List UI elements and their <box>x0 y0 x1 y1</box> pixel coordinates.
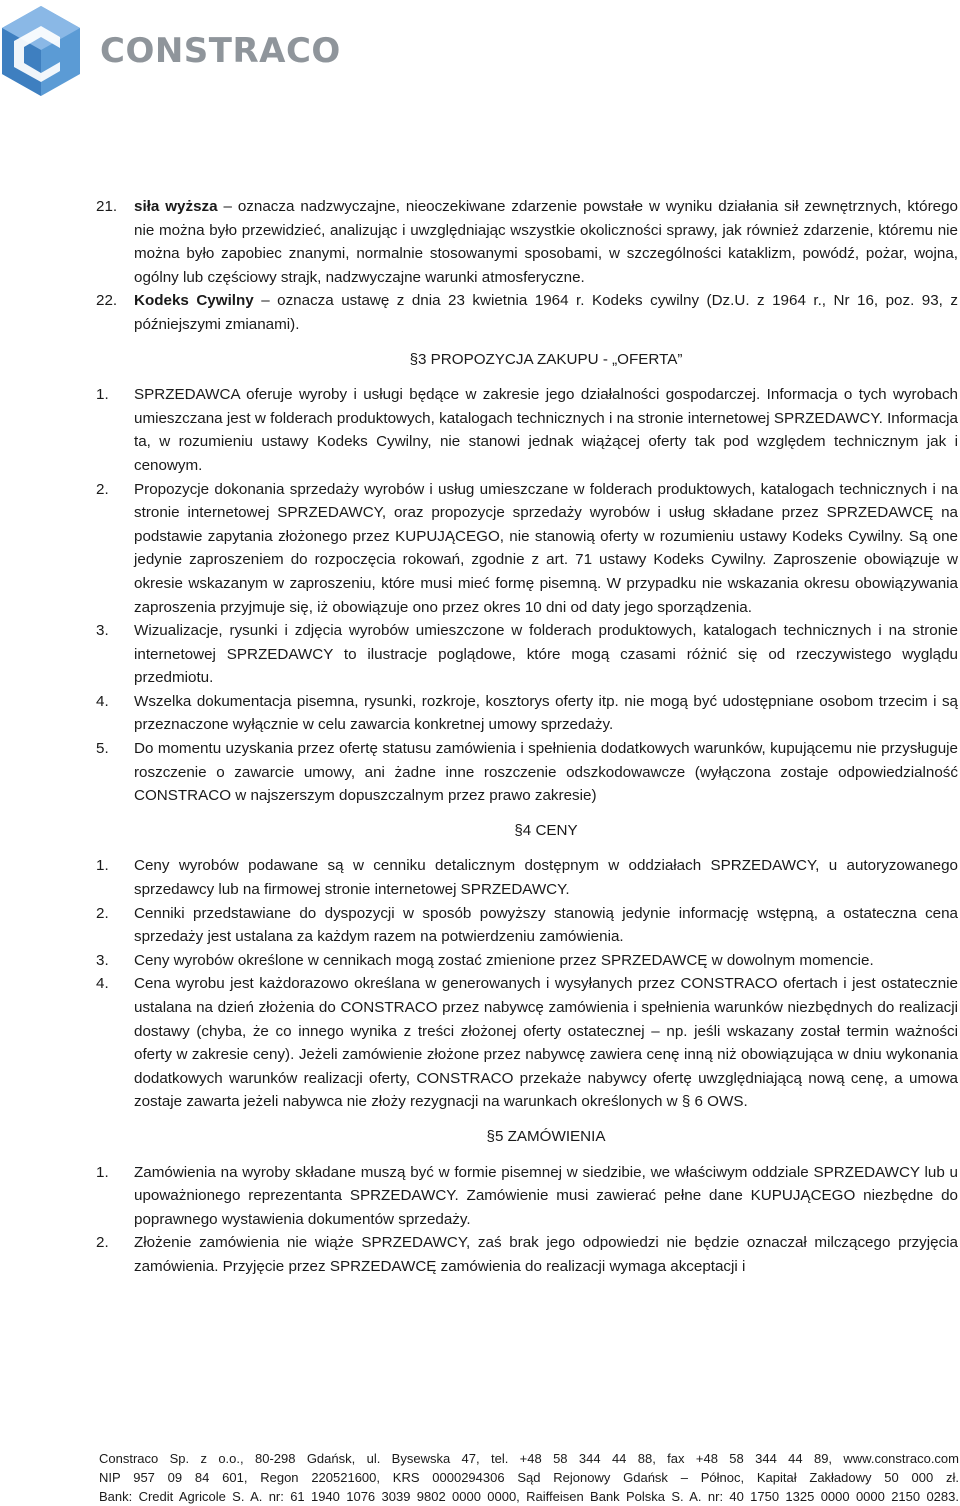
list-item <box>96 478 958 620</box>
definition-22 <box>96 289 958 336</box>
item-text: Ceny wyrobów podawane są w cenniku detalicznym dostępnym w oddziałach SPRZEDAWCY, u autoryzowanego sprzedawcy lub na firmowej stronie internetowej SPRZEDAWCY. <box>134 857 958 899</box>
item-number: 1. <box>96 1163 109 1181</box>
item-number: 2. <box>96 480 109 498</box>
item-text: Do momentu uzyskania przez ofertę statusu zamówienia i spełnienia dodatkowych warunków, kupującemu nie przysługuje roszczenie o zawarcie umowy, ani żadne inne roszczenie odszkodowawcze (wyłączona zostaje odpowiedzialność CONSTRACO w najszerszym dopuszczalnym przez prawo zakresie) <box>134 740 958 805</box>
list-item <box>96 972 958 1114</box>
section-heading-4: §4 CENY <box>514 821 578 839</box>
list-item <box>96 854 958 901</box>
definition-term: siła wyższa <box>134 198 218 215</box>
item-text: Propozycje dokonania sprzedaży wyrobów i usług umieszczane w folderach produktowych, katalogach technicznych i na stronie internetowej SPRZEDAWCY, oraz propozycje sprzedaży wyrobów i usług składane przez SPRZEDAWCĘ na podstawie zapytania złożonego przez KUPUJĄCEGO, nie stanowią oferty w rozumieniu ustawy Kodeks Cywilny. Są one jedynie zaproszeniem do rozpoczęcia rokowań, zgodnie z art. 71 ustawy Kodeks Cywilny. Zaproszenie obowiązuje w okresie wskazanym w zaproszeniu, które musi mieć formę pisemną. W przypadku nie wskazania okresu obowiązywania zaproszenia przyjmuje się, iż obowiązuje ono przez okres 10 dni od daty jego sporządzenia. <box>134 480 958 616</box>
item-number: 3. <box>96 622 109 640</box>
company-name: CONSTRACO <box>100 31 341 71</box>
footer-registration: NIP 957 09 84 601, Regon 220521600, KRS 0000294306 Sąd Rejonowy Gdańsk – Północ, Kapitał Zakładowy 50 000 zł. <box>99 1470 959 1485</box>
definition-body: – oznacza nadzwyczajne, nieoczekiwane zdarzenie powstałe w wyniku działania sił zewnętrznych, którego nie można było przewidzieć, analizując i uwzględniając wszystkie okoliczności sprawy, jak również zdarzenie, któremu nie można było zapobiec znanymi, normalnie stosowanymi sposobami, w szczególności kataklizm, powódź, pożar, wojna, ogólny lub częściowy strajk, nadzwyczajne warunki atmosferyczne. <box>134 198 958 286</box>
constraco-logo-icon <box>0 4 82 98</box>
item-number: 21. <box>96 198 118 215</box>
list-item <box>96 1161 958 1232</box>
item-number: 4. <box>96 975 109 993</box>
item-number: 1. <box>96 386 109 404</box>
definition-text <box>134 289 958 336</box>
item-text: Zamówienia na wyroby składane muszą być w formie pisemnej w siedzibie, we właściwym oddziale SPRZEDAWCY lub u upoważnionego reprezentanta SPRZEDAWCY. Zamówienie musi zawierać pełne dane KUPUJĄCEGO niezbędne do poprawnego wystawienia dokumentów sprzedaży. <box>134 1163 958 1228</box>
item-text: Złożenie zamówienia nie wiąże SPRZEDAWCY, zaś brak jego odpowiedzi nie będzie oznaczał milczącego przyjęcia zamówienia. Przyjęcie przez SPRZEDAWCĘ zamówienia do realizacji wymaga akceptacji i <box>134 1234 958 1275</box>
item-number: 2. <box>96 904 109 922</box>
document-body <box>96 195 958 1279</box>
list-item <box>96 690 958 737</box>
definition-21 <box>96 195 958 289</box>
item-number: 3. <box>96 951 109 969</box>
list-item <box>96 737 958 808</box>
item-number: 4. <box>96 692 109 710</box>
item-number: 22. <box>96 292 118 310</box>
company-logo <box>0 4 341 98</box>
item-text: Ceny wyrobów określone w cennikach mogą zostać zmienione przez SPRZEDAWCĘ w dowolnym momencie. <box>134 951 874 969</box>
item-number: 2. <box>96 1234 109 1252</box>
item-number: 1. <box>96 857 109 875</box>
list-item <box>96 619 958 690</box>
section-heading-3: §3 PROPOZYCJA ZAKUPU - „OFERTA” <box>409 350 683 368</box>
footer-address: Constraco Sp. z o.o., 80-298 Gdańsk, ul. Bysewska 47, tel. +48 58 344 44 88, fax +48 58 344 44 89, www.constraco.com <box>99 1451 959 1466</box>
definition-body: – oznacza ustawę z dnia 23 kwietnia 1964 r. Kodeks cywilny (Dz.U. z 1964 r., Nr 16, poz. 93, z późniejszymi zmianami). <box>134 292 958 333</box>
item-text: Cenniki przedstawiane do dyspozycji w sposób powyższy stanowią jedynie informację wstępną, a ostateczna cena sprzedaży jest ustalana za każdym razem na potwierdzeniu zamówienia. <box>134 904 958 946</box>
item-text: Cena wyrobu jest każdorazowo określana w generowanych i wysyłanych przez CONSTRACO ofertach i jest ostatecznie ustalana na dzień złożenia do CONSTRACO przez nabywcę zamówienia i spełnienia warunków niezbędnych do realizacji dostawy (chyba, że co innego wynika z treści złożonej oferty ostatecznej – np. jeśli wskazany został termin ważności oferty w zakresie ceny). Jeżeli zamówienie złożone przez nabywcę zawiera cenę inną niż obowiązująca w dniu wykonania dodatkowych warunków realizacji oferty, CONSTRACO przekaże nabywcy ofertę uwzględniającą nową cenę, a umowa zostaje zawarta jeżeli nabywca nie złoży rezygnacji na warunkach określonych w § 6 OWS. <box>134 975 958 1111</box>
item-text: SPRZEDAWCA oferuje wyroby i usługi będące w zakresie jego działalności gospodarczej. Informacja o tych wyrobach umieszczana jest w folderach produktowych, katalogach technicznych i na stronie internetowej SPRZEDAWCY. Informacja ta, w rozumieniu ustawy Kodeks Cywilny, nie stanowi jednak wiążącej oferty tak pod względem technicznym jak i cenowym. <box>134 386 958 474</box>
item-text: Wszelka dokumentacja pisemna, rysunki, rozkroje, kosztorys oferty itp. nie mogą być udostępniane osobom trzecim i są przeznaczone wyłącznie w celu zawarcia konkretnej umowy sprzedaży. <box>134 692 958 734</box>
definition-term: Kodeks Cywilny <box>134 292 254 310</box>
list-item <box>96 383 958 477</box>
item-number: 5. <box>96 740 109 758</box>
section-heading-5: §5 ZAMÓWIENIA <box>486 1127 606 1145</box>
list-item <box>96 949 958 973</box>
footer-bank-accounts: Bank: Credit Agricole S. A. nr: 61 1940 1076 3039 9802 0000 0000, Raiffeisen Bank Polska S. A. nr: 40 1750 1325 0000 0000 2150 0283. <box>99 1489 959 1504</box>
list-item <box>96 1231 958 1278</box>
definition-text <box>134 195 958 289</box>
item-text: Wizualizacje, rysunki i zdjęcia wyrobów umieszczone w folderach produktowych, katalogach technicznych i na stronie internetowej SPRZEDAWCY to ilustracje poglądowe, które mogą czasami różnić się od rzeczywistego wyglądu przedmiotu. <box>134 622 958 687</box>
page-footer <box>99 1449 959 1506</box>
list-item <box>96 902 958 949</box>
